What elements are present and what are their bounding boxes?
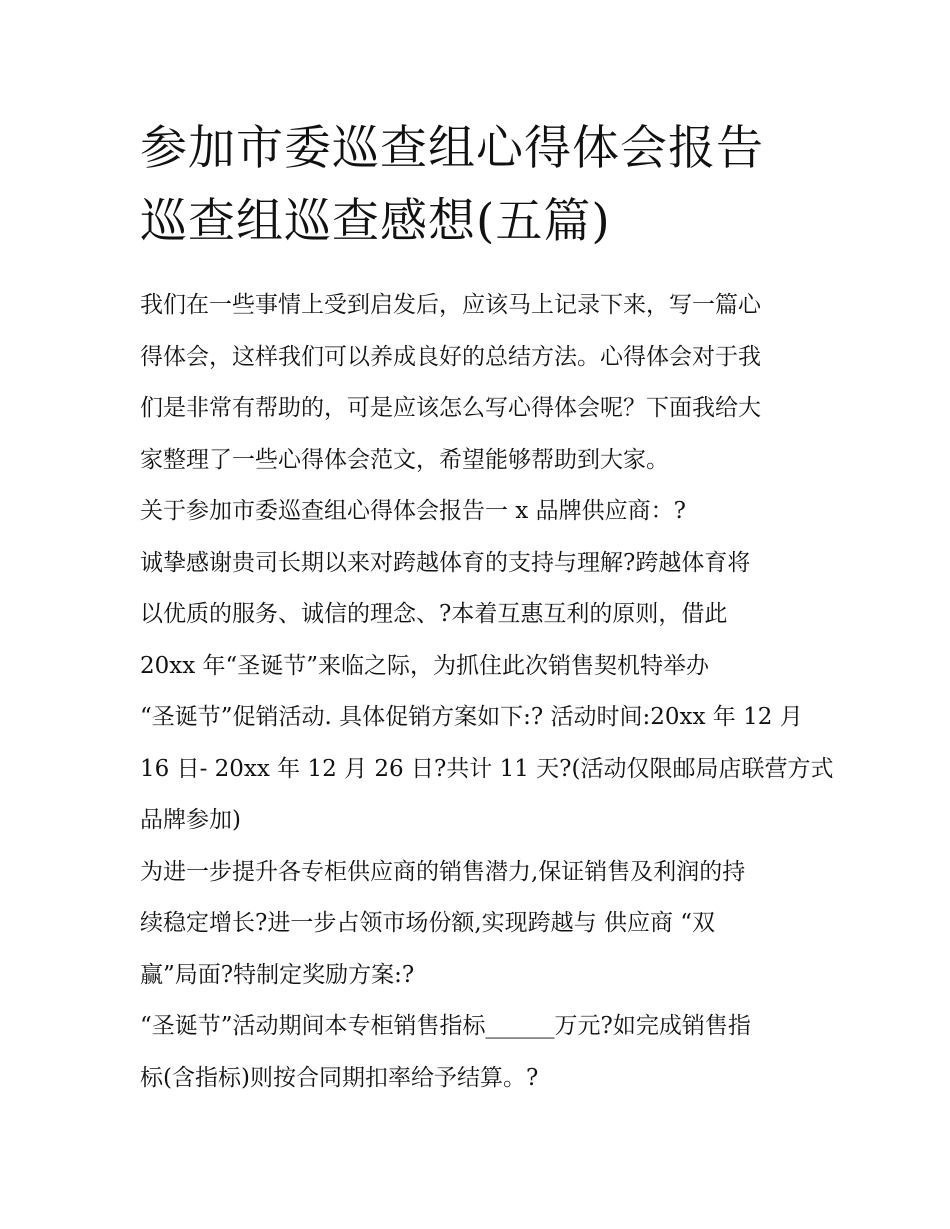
body-line: 关于参加市委巡查组心得体会报告一 x 品牌供应商：? (140, 498, 686, 524)
body-line: 标(含指标)则按合同期扣率给予结算。? (140, 1064, 539, 1091)
body-line: 品牌参加) (140, 807, 241, 833)
document-body (140, 280, 834, 1104)
body-line: 为进一步提升各专柜供应商的销售潜力,保证销售及利润的持 (140, 858, 746, 885)
body-line: “圣诞节”促销活动. 具体促销方案如下:? 活动时间:20xx 年 12 月 (140, 704, 803, 730)
body-line: 赢”局面?特制定奖励方案:? (140, 961, 415, 988)
body-line: 以优质的服务、诚信的理念、?本着互惠互利的原则，借此 (140, 601, 728, 627)
title-line: 参加市委巡查组心得体会报告 (140, 121, 764, 176)
body-line: 我们在一些事情上受到启发后，应该马上记录下来，写一篇心 (140, 292, 761, 318)
body-line: “圣诞节”活动期间本专柜销售指标______万元?如完成销售指 (140, 1013, 751, 1039)
body-line: 续稳定增长?进一步占领市场份额,实现跨越与 供应商 “双 (140, 910, 716, 936)
document-title (140, 112, 840, 258)
title-line: 巡查组巡查感想(五篇) (140, 194, 611, 249)
body-line: 20xx 年“圣诞节”来临之际，为抓住此次销售契机特举办 (140, 652, 710, 679)
body-line: 得体会，这样我们可以养成良好的总结方法。心得体会对于我 (140, 343, 761, 370)
body-line: 诚挚感谢贵司长期以来对跨越体育的支持与理解?跨越体育将 (140, 549, 751, 576)
body-line: 们是非常有帮助的，可是应该怎么写心得体会呢？下面我给大 (140, 395, 761, 421)
body-line: 家整理了一些心得体会范文，希望能够帮助到大家。 (140, 446, 669, 473)
body-line: 16 日- 20xx 年 12 月 26 日?共计 11 天?(活动仅限邮局店联营方式 (140, 755, 834, 782)
